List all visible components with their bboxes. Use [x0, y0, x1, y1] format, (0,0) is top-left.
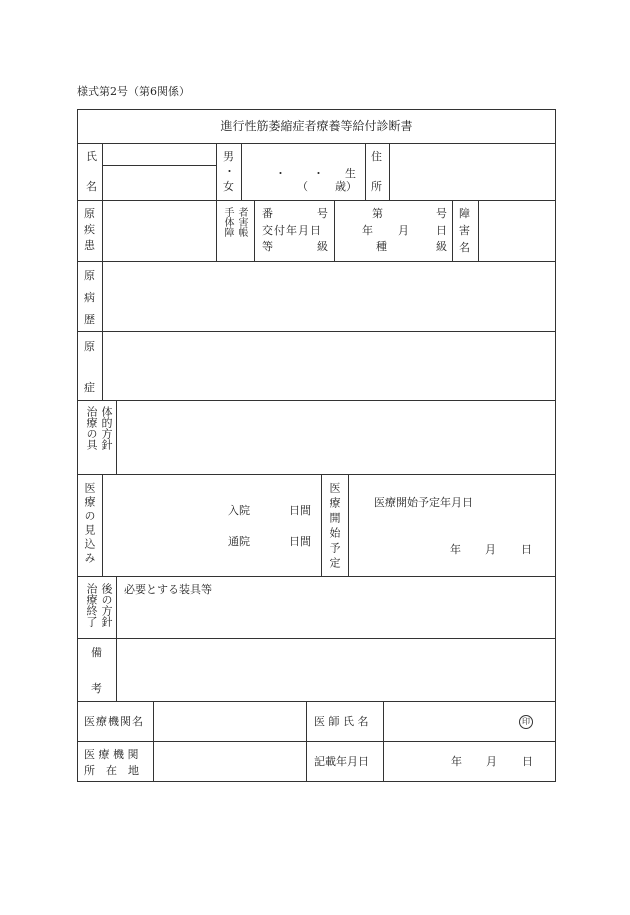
name-label: 名 [86, 180, 97, 193]
disability-label: 害 [459, 224, 470, 237]
start-label-vertical: 医療開始予定 [328, 482, 341, 572]
certificate-label-col: 者害 [236, 207, 247, 227]
divider [102, 261, 103, 400]
prognosis-label: 医療の見込み [83, 482, 96, 566]
divider [77, 474, 556, 475]
equipment-note: 必要とする装具等 [124, 583, 212, 596]
certificate-number-label: 番 [262, 207, 273, 220]
outpatient-label: 通院 [228, 535, 250, 548]
certificate-type: 種 [376, 240, 387, 253]
record-month: 月 [486, 755, 497, 768]
birth-date-separator: ・ [313, 167, 324, 180]
certificate-day: 日 [436, 224, 447, 237]
disease-label: 原 [84, 207, 95, 220]
divider [153, 701, 154, 782]
divider [77, 741, 556, 742]
symptom-label: 原 [84, 340, 95, 353]
divider [306, 701, 307, 782]
divider [116, 400, 117, 474]
divider [478, 200, 479, 261]
divider [77, 331, 556, 332]
divider [77, 200, 556, 201]
start-month: 月 [485, 543, 496, 556]
certificate-label-col: 手体障 [222, 207, 233, 237]
start-date-label: 医療開始予定年月日 [374, 496, 473, 509]
address-label: 所 [371, 180, 382, 193]
start-year: 年 [450, 543, 461, 556]
age-label: 歳） [335, 180, 357, 193]
institution-name-label: 医療機関名 [84, 715, 144, 728]
disability-label: 障 [459, 207, 470, 220]
treatment-label-col: 体的方針 [100, 406, 113, 450]
divider [77, 701, 556, 702]
inpatient-days: 日間 [289, 504, 311, 517]
sex-separator: ・ [224, 165, 235, 178]
birth-label: 生 [345, 167, 356, 180]
disease-label: 患 [84, 239, 95, 252]
record-day: 日 [522, 755, 533, 768]
divider [216, 143, 217, 200]
divider [116, 576, 117, 701]
start-day: 日 [521, 543, 532, 556]
divider [77, 400, 556, 401]
divider [365, 143, 366, 200]
history-label: 病 [84, 291, 95, 304]
institution-address-label: 医 療 機 関 [84, 748, 139, 761]
doctor-name-label: 医 師 氏 名 [314, 715, 369, 728]
certificate-number-suffix: 号 [317, 207, 328, 220]
divider [102, 474, 103, 576]
sex-male-label: 男 [223, 150, 234, 163]
divider [77, 576, 556, 577]
divider [389, 143, 390, 200]
seal-mark: 印 [519, 715, 533, 729]
certificate-year: 年 [362, 224, 373, 237]
sex-female-label: 女 [223, 180, 234, 193]
inpatient-label: 入院 [228, 504, 250, 517]
divider [77, 638, 556, 639]
remarks-label: 備 [91, 646, 102, 659]
outpatient-days: 日間 [289, 535, 311, 548]
divider [334, 200, 335, 261]
certificate-month: 月 [398, 224, 409, 237]
disease-label: 疾 [84, 223, 95, 236]
certificate-dai: 第 [372, 207, 383, 220]
certificate-grade-suffix: 級 [317, 240, 328, 253]
certificate-issue-label: 交付年月日 [262, 224, 322, 237]
divider [321, 474, 322, 576]
institution-address-label: 所 在 地 [84, 764, 139, 777]
divider [254, 200, 255, 261]
after-label-col: 後の方針 [100, 583, 113, 627]
birth-date-separator: ・ [275, 167, 286, 180]
form-reference: 様式第2号（第6関係） [77, 85, 190, 98]
history-label: 原 [84, 269, 95, 282]
certificate-label-col: 帳 [236, 227, 247, 237]
divider [452, 200, 453, 261]
divider [77, 261, 556, 262]
divider [102, 165, 216, 166]
divider [348, 474, 349, 576]
divider [383, 701, 384, 782]
address-label: 住 [371, 150, 382, 163]
remarks-label: 考 [91, 682, 102, 695]
after-label-col: 治療終了 [85, 583, 98, 627]
divider [77, 143, 556, 144]
certificate-go: 号 [436, 207, 447, 220]
divider [216, 200, 217, 261]
form-title: 進行性筋萎縮症者療養等給付診断書 [220, 119, 413, 133]
disability-label: 名 [459, 241, 470, 254]
divider [241, 143, 242, 200]
history-label: 歴 [84, 313, 95, 326]
age-open: （ [297, 180, 308, 193]
divider [102, 143, 103, 200]
name-label: 氏 [86, 150, 97, 163]
treatment-label-col: 治療の具 [85, 406, 98, 450]
divider [102, 200, 103, 261]
symptom-label: 症 [84, 381, 95, 394]
record-year: 年 [451, 755, 462, 768]
certificate-class: 級 [436, 240, 447, 253]
record-date-label: 記載年月日 [314, 755, 369, 768]
certificate-grade-label: 等 [262, 240, 273, 253]
